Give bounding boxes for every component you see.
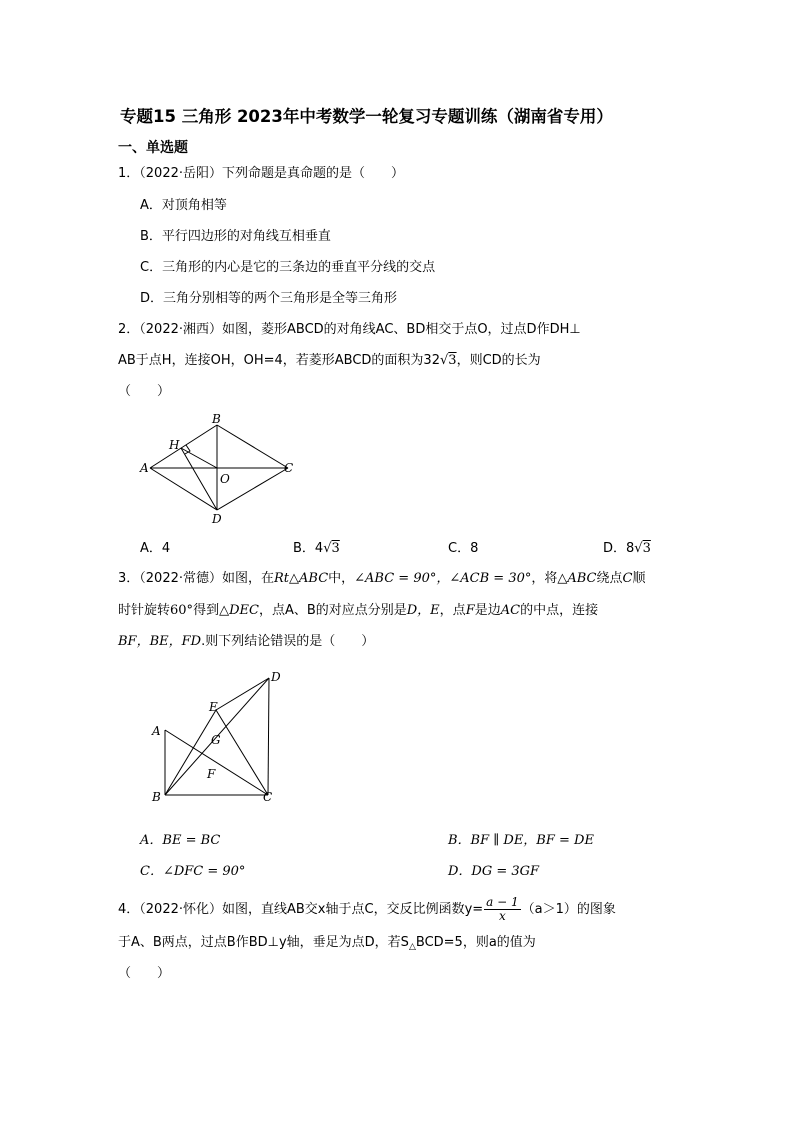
segment-be — [165, 710, 216, 795]
question-4-line-1: 4．（2022·怀化）如图，直线AB交x轴于点C，交反比例函数y= $\frac{a - 1}{x}$ （a＞1）的图象 — [118, 895, 616, 923]
question-2-answer-bracket: （ ） — [118, 384, 171, 399]
question-3-option-c: C．∠DFC = 90° — [140, 864, 246, 879]
label-d: D — [212, 512, 222, 526]
label-a: A — [140, 461, 149, 475]
label-f: F — [207, 767, 216, 781]
sqrt-symbol: √ — [439, 353, 449, 368]
segment-dh — [181, 448, 217, 510]
question-2-option-d: D．8√3 — [603, 541, 651, 556]
fraction: $\frac{a - 1}{x}$ — [486, 895, 519, 923]
question-3-line-2: 时针旋转60°得到△DEC，点A、B的对应点分别是D，E，点F是边AC的中点，连接 — [118, 603, 599, 618]
label-c: C — [263, 790, 273, 804]
question-2-rhombus-figure — [140, 410, 310, 530]
question-2-line-1: 2．（2022·湘西）如图，菱形ABCD的对角线AC、BD相交于点O，过点D作DH⊥ — [118, 322, 581, 337]
question-2-line-2a: AB于点H，连接OH，OH=4，若菱形ABCD的面积为32 — [118, 353, 440, 368]
question-4-line-2: 于A、B两点，过点B作BD⊥y轴，垂足为点D，若$S_\triangle BCD=5$，则a的值为 — [118, 935, 536, 952]
question-3-line-1: 3．（2022·常德）如图，在Rt△ABC中，∠ABC = 90°，∠ACB = 30°，将△ABC绕点C顺 — [118, 571, 646, 586]
question-2-option-c: C．8 — [448, 541, 479, 556]
question-1-option-d: D．三角分别相等的两个三角形是全等三角形 — [140, 291, 398, 306]
question-3-option-a: A．BE = BC — [140, 833, 221, 848]
question-1-option-b: B．平行四边形的对角线互相垂直 — [140, 229, 331, 244]
edge-cd — [268, 678, 269, 795]
question-1-option-a: A．对顶角相等 — [140, 198, 227, 213]
label-o: O — [220, 472, 230, 486]
edge-de — [216, 678, 269, 710]
label-b: B — [212, 412, 221, 426]
question-2-option-b: B．4√3 — [293, 541, 340, 556]
label-b: B — [152, 790, 161, 804]
sqrt-radicand: 3 — [448, 353, 457, 368]
label-g: G — [211, 733, 221, 747]
edge-ec — [216, 710, 268, 795]
question-2-line-2 — [118, 352, 541, 370]
question-3-option-b: B．BF ∥ DE，BF = DE — [448, 833, 594, 848]
label-h: H — [169, 438, 180, 452]
label-d: D — [271, 670, 281, 684]
label-a: A — [152, 724, 161, 738]
edge-ab — [150, 425, 217, 468]
question-1-option-c: C．三角形的内心是它的三条边的垂直平分线的交点 — [140, 260, 436, 275]
label-e: E — [209, 700, 218, 714]
question-3-rotation-figure — [150, 668, 290, 808]
question-1-stem: 1．（2022·岳阳）下列命题是真命题的是（ ） — [118, 166, 404, 181]
question-3-option-d: D．DG = 3GF — [448, 864, 540, 879]
question-2-option-a: A．4 — [140, 541, 171, 556]
question-3-line-3: BF，BE，FD.则下列结论错误的是（ ） — [118, 634, 375, 649]
question-2-line-2b: ，则CD的长为 — [456, 353, 541, 368]
page-title: 专题15 三角形 2023年中考数学一轮复习专题训练（湖南省专用） — [120, 107, 613, 126]
question-4-answer-bracket: （ ） — [118, 966, 171, 981]
section-heading: 一、单选题 — [118, 140, 188, 156]
label-c: C — [284, 461, 294, 475]
edge-bc — [217, 425, 288, 468]
edge-da — [150, 468, 217, 510]
